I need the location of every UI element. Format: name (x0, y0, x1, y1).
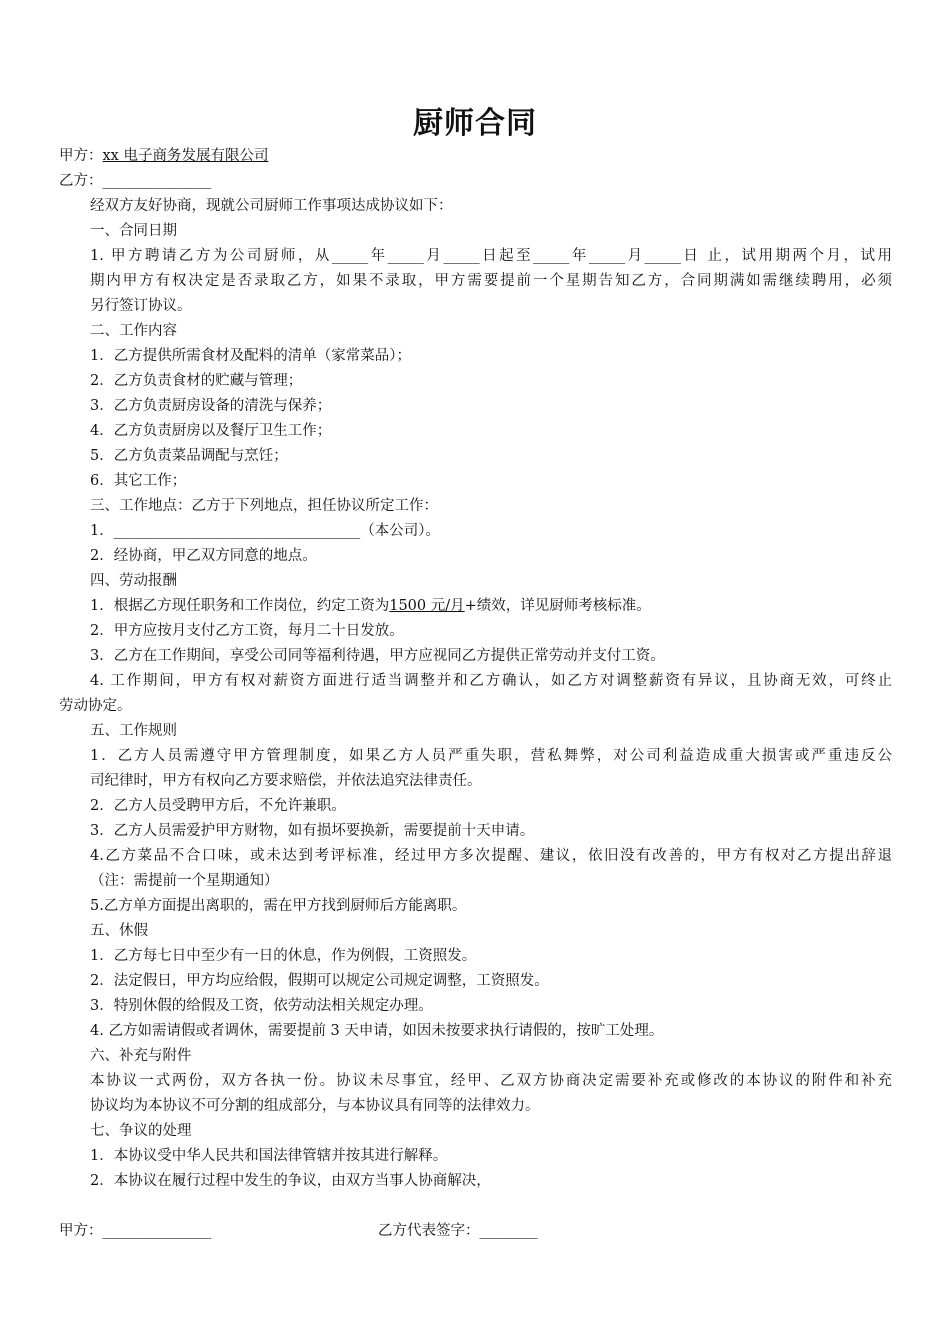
clause-text: 4. 乙方如需请假或者调休，需要提前 3 天申请，如因未按要求执行请假的，按旷工处理。 (90, 1023, 664, 1039)
clause-text: 3．特别休假的给假及工资，依劳动法相关规定办理。 (90, 998, 433, 1014)
clause-text: 2．乙方负责食材的贮藏与管理； (90, 373, 303, 389)
clause-text: 1．乙方每七日中至少有一日的休息，作为例假，工资照发。 (90, 948, 477, 964)
salary-clause (90, 597, 651, 615)
section-heading: 二、工作内容 (90, 323, 177, 339)
clause-text: 5．乙方负责菜品调配与烹饪； (90, 448, 288, 464)
section-heading: 五、工作规则 (90, 723, 177, 739)
clause-text: 期内甲方有权决定是否录取乙方，如果不录取，甲方需要提前一个星期告知乙方，合同期满如需继续聘用，必须 (90, 273, 892, 289)
clause-text: 6．其它工作； (90, 473, 187, 489)
preamble: 经双方友好协商，现就公司厨师工作事项达成协议如下： (90, 198, 453, 214)
clause-text: 1．__________________________________（本公司）。 (90, 523, 440, 539)
clause-text: 2．甲方应按月支付乙方工资，每月二十日发放。 (90, 623, 404, 639)
clause-text: +绩效，详见厨师考核标准。 (464, 598, 651, 614)
clause-text: 协议均为本协议不可分割的组成部分，与本协议具有同等的法律效力。 (90, 1098, 540, 1114)
clause-text: 5.乙方单方面提出离职的，需在甲方找到厨师后方能离职。 (90, 898, 467, 914)
clause-text: 劳动协定。 (59, 698, 132, 714)
party-a-line (59, 147, 268, 165)
party-b-signature: 乙方代表签字：________ (378, 1223, 538, 1239)
clause-text: 1．根据乙方现任职务和工作岗位，约定工资为 (90, 598, 390, 614)
clause-text: 4．乙方负责厨房以及餐厅卫生工作； (90, 423, 332, 439)
document-title: 厨师合同 (413, 106, 537, 141)
clause-text: 本协议一式两份，双方各执一份。协议未尽事宜，经甲、乙双方协商决定需要补充或修改的本协议的附件和补充 (90, 1073, 892, 1089)
clause-text: 3．乙方负责厨房设备的清洗与保养； (90, 398, 332, 414)
section-heading: 五、休假 (90, 923, 148, 939)
clause-text: 1．乙方人员需遵守甲方管理制度，如果乙方人员严重失职，营私舞弊，对公司利益造成重大损害或严重违反公 (90, 748, 892, 764)
section-heading: 六、补充与附件 (90, 1048, 192, 1064)
clause-text: 司纪律时，甲方有权向乙方要求赔偿，并依法追究法律责任。 (90, 773, 482, 789)
section-heading: 七、争议的处理 (90, 1123, 192, 1139)
clause-text: （注：需提前一个星期通知） (90, 873, 279, 889)
clause-text: 1. 甲方聘请乙方为公司厨师，从_____年_____月_____日起至_____年_____月_____日 止，试用期两个月，试用 (90, 248, 892, 264)
party-a-name: xx 电子商务发展有限公司 (102, 148, 269, 164)
clause-text: 2．法定假日，甲方均应给假，假期可以规定公司规定调整，工资照发。 (90, 973, 549, 989)
section-heading: 三、工作地点：乙方于下列地点，担任协议所定工作： (90, 498, 438, 514)
clause-text: 2．本协议在履行过程中发生的争议，由双方当事人协商解决， (90, 1173, 491, 1189)
clause-text: 4. 工作期间，甲方有权对薪资方面进行适当调整并和乙方确认，如乙方对调整薪资有异议，且协商无效，可终止 (90, 673, 892, 689)
clause-text: 2．乙方人员受聘甲方后，不允许兼职。 (90, 798, 346, 814)
clause-text: 3．乙方人员需爱护甲方财物，如有损坏要换新，需要提前十天申请。 (90, 823, 535, 839)
party-a-label: 甲方： (59, 148, 103, 164)
party-a-signature: 甲方：_______________ (59, 1223, 212, 1239)
clause-text: 4.乙方菜品不合口味，或未达到考评标准，经过甲方多次提醒、建议，依旧没有改善的，甲方有权对乙方提出辞退 (90, 848, 892, 864)
clause-text: 2．经协商，甲乙双方同意的地点。 (90, 548, 317, 564)
section-heading: 四、劳动报酬 (90, 573, 177, 589)
salary-amount: 1500 元/月 (389, 598, 465, 614)
party-b-line: 乙方：_______________ (59, 173, 212, 189)
clause-text: 3．乙方在工作期间，享受公司同等福利待遇，甲方应视同乙方提供正常劳动并支付工资。 (90, 648, 665, 664)
clause-text: 1．乙方提供所需食材及配料的清单（家常菜品）； (90, 348, 411, 364)
clause-text: 1．本协议受中华人民共和国法律管辖并按其进行解释。 (90, 1148, 448, 1164)
clause-text: 另行签订协议。 (90, 298, 192, 314)
section-heading: 一、合同日期 (90, 223, 177, 239)
